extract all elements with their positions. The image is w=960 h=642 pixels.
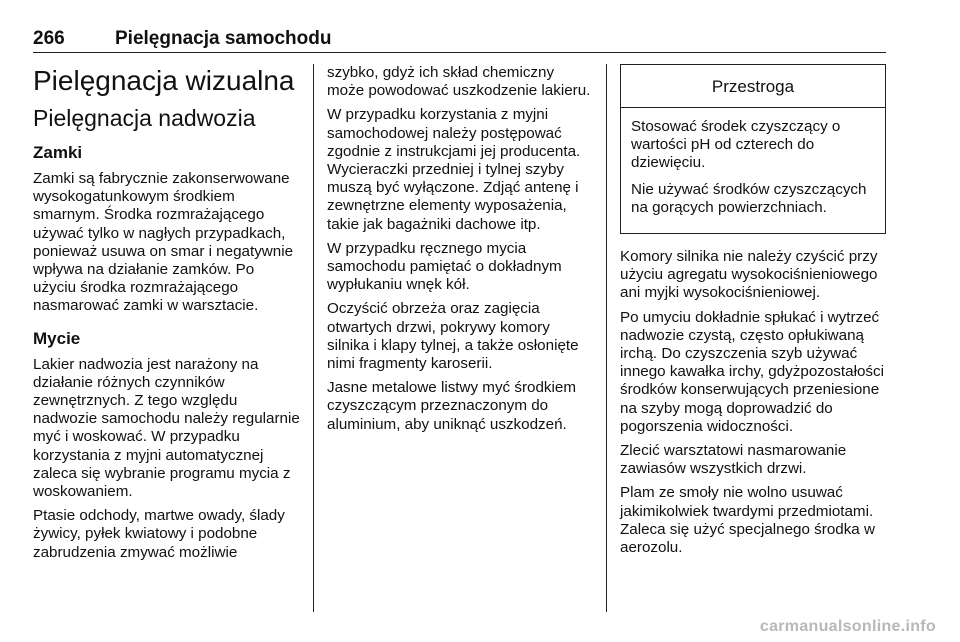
section-title: Pielęgnacja samochodu — [115, 28, 332, 49]
section-heading-zamki: Zamki — [33, 143, 83, 162]
paragraph: Jasne metalowe listwy myć środkiem czyszczącym przeznaczonym do aluminium, aby uniknąć uszkodzeń. — [327, 379, 576, 433]
paragraph: Lakier nadwozia jest narażony na działanie różnych czynników zewnętrznych. Z tego względu nadwozie samochodu należy regularnie myć i woskować. W przypadku korzystania z myjni automatycznej zaleca się wybranie programu mycia z woskowaniem. — [33, 355, 300, 501]
paragraph: szybko, gdyż ich skład chemiczny może powodować uszkodzenie lakieru. — [327, 64, 591, 100]
warning-paragraph: Stosować środek czyszczący o wartości pH od czterech do dziewięciu. — [631, 118, 841, 172]
paragraph: Oczyścić obrzeża oraz zagięcia otwartych drzwi, pokrywy komory silnika i klapy tylnej, a także osłonięte nimi fragmenty karoserii. — [327, 300, 579, 373]
warning-paragraph: Nie używać środków czyszczących na gorących powierzchniach. — [631, 180, 867, 216]
page-header — [33, 26, 886, 53]
watermark: carmanualsonline.info — [759, 618, 936, 635]
warning-box — [620, 64, 886, 234]
paragraph: Zamki są fabrycznie zakonserwowane wysokogatunkowym środkiem smarnym. Środka rozmrażającego używać tylko w nagłych przypadkach, ponieważ usuwa on smar i negatywnie wpływa na działanie zamków. Po użyciu środka rozmrażającego nasmarować zamki w warsztacie. — [33, 170, 294, 315]
paragraph: Komory silnika nie należy czyścić przy użyciu agregatu wysokociśnieniowego ani myjki wysokociśnieniowej. — [620, 248, 878, 302]
page-number: 266 — [33, 28, 65, 49]
column-divider-2 — [606, 64, 607, 612]
paragraph: Plam ze smoły nie wolno usuwać jakimikolwiek twardymi przedmiotami. Zaleca się użyć specjalnego środka w aerozolu. — [620, 484, 875, 557]
paragraph: Po umyciu dokładnie spłukać i wytrzeć nadwozie czystą, często opłukiwaną irchą. Do czyszczenia szyb używać innego kawałka irchy, gdyżpozostałości środków konserwujących przeniesione na szyby mogą doprowadzić do pogorszenia widoczności. — [620, 308, 884, 435]
column-divider-1 — [313, 64, 314, 612]
column-3 — [620, 64, 886, 563]
paragraph: W przypadku korzystania z myjni samochodowej należy postępować zgodnie z instrukcjami jej producenta. Wycieraczki przedniej i tylnej szyby muszą być wyłączone. Zdjąć antenę i zewnętrzne elementy wyposażenia, takie jak bagażniki dachowe itp. — [327, 106, 581, 233]
column-2 — [327, 64, 593, 440]
paragraph: W przypadku ręcznego mycia samochodu pamiętać o dokładnym wypłukaniu wnęk kół. — [327, 239, 562, 294]
section-heading-mycie: Mycie — [33, 328, 81, 348]
column-1 — [33, 64, 301, 568]
paragraph: Zlecić warsztatowi nasmarowanie zawiasów wszystkich drzwi. — [620, 442, 847, 478]
paragraph: Ptasie odchody, martwe owady, ślady żywicy, pyłek kwiatowy i podobne zabrudzenia zmywać możliwie — [33, 507, 285, 561]
warning-body — [621, 108, 885, 233]
warning-title: Przestroga — [621, 65, 885, 108]
chapter-subtitle: Pielęgnacja nadwozia — [33, 105, 256, 131]
chapter-title: Pielęgnacja wizualna — [33, 65, 295, 96]
